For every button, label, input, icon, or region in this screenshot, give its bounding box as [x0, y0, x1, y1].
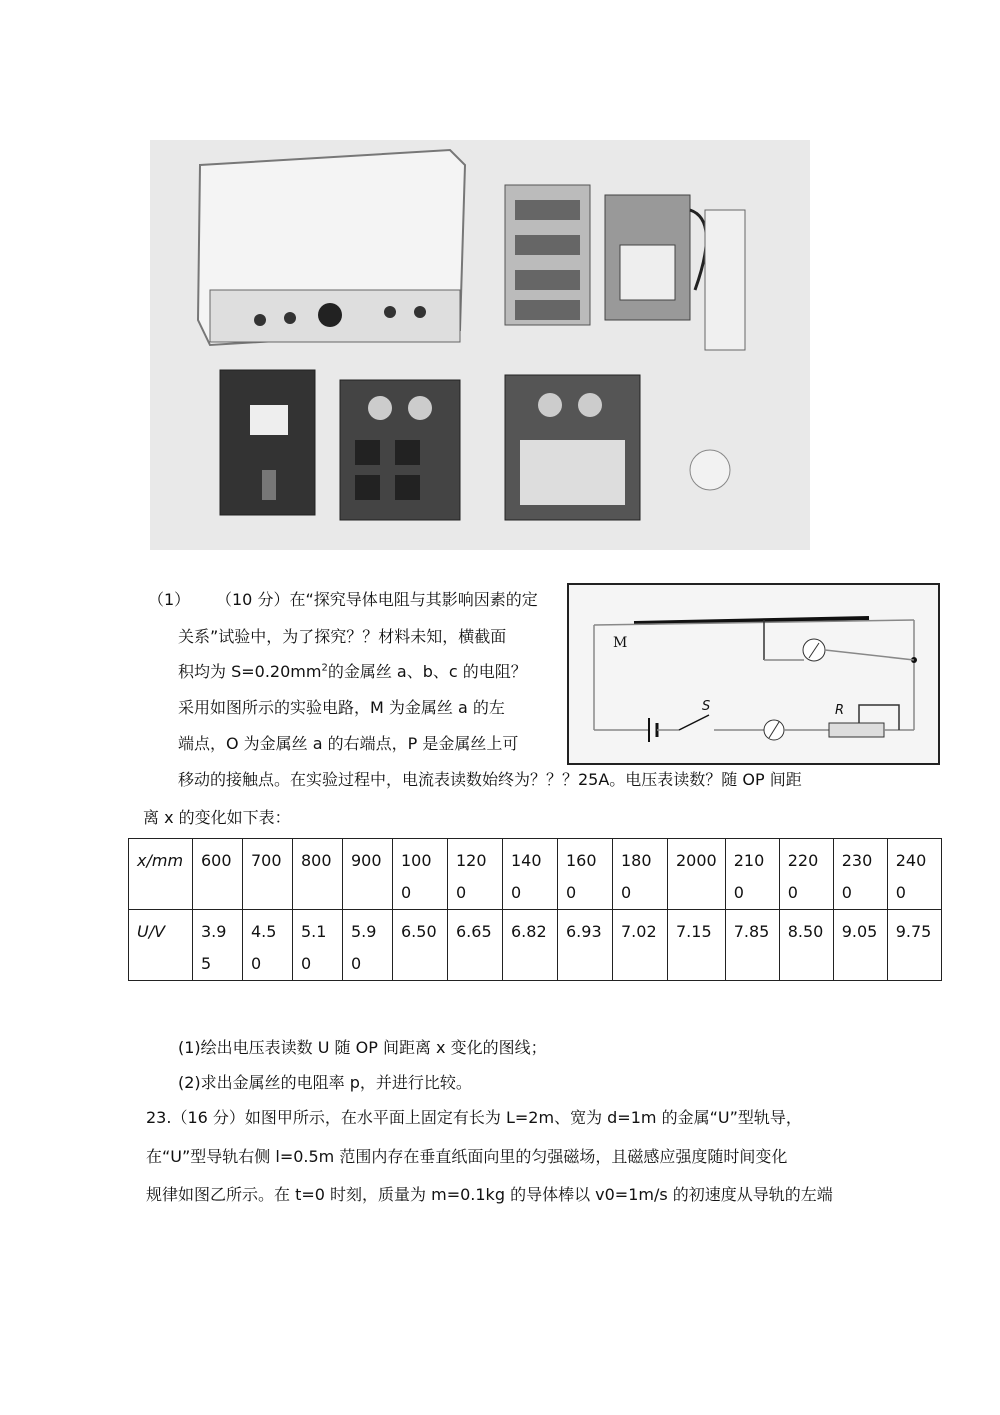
- table-cell: 6.82: [503, 910, 558, 981]
- table-cell: 600: [193, 839, 243, 910]
- table-cell: 9.05: [833, 910, 887, 981]
- label-m: M: [613, 635, 628, 651]
- table-cell: 7.85: [725, 910, 779, 981]
- table-cell: 3.95: [193, 910, 243, 981]
- problem-23-line-2: 在“U”型导轨右侧 l=0.5m 范围内存在垂直纸面向里的匀强磁场，且磁感应强度随时间变化: [146, 1147, 788, 1166]
- table-cell: 9.75: [887, 910, 941, 981]
- label-r: R: [835, 703, 845, 718]
- problem-number: （1）: [148, 590, 191, 609]
- intro-line-1: （10 分）在“探究导体电阻与其影响因素的定: [216, 590, 538, 609]
- table-cell: 4.50: [243, 910, 293, 981]
- table-cell: 1400: [503, 839, 558, 910]
- table-cell: 6.50: [393, 910, 448, 981]
- table-cell: 2200: [779, 839, 833, 910]
- table-cell: 2000: [668, 839, 726, 910]
- question-1: (1)绘出电压表读数 U 随 OP 间距离 x 变化的图线；: [178, 1038, 547, 1057]
- table-cell: 2400: [887, 839, 941, 910]
- problem-23-line-3: 规律如图乙所示。在 t=0 时刻，质量为 m=0.1kg 的导体棒以 v0=1m/s 的初速度从导轨的左端: [146, 1185, 833, 1204]
- table-cell: 7.02: [613, 910, 668, 981]
- table-cell: 7.15: [668, 910, 726, 981]
- table-cell: 1600: [558, 839, 613, 910]
- table-row-x: [129, 839, 942, 910]
- table-cell: 900: [343, 839, 393, 910]
- table-row-u: [129, 910, 942, 981]
- table-cell: 6.65: [448, 910, 503, 981]
- intro-line-5: 端点，O 为金属丝 a 的右端点，P 是金属丝上可: [178, 734, 519, 753]
- table-cell: 1000: [393, 839, 448, 910]
- circuit-diagram: [567, 583, 940, 765]
- table-cell: 1200: [448, 839, 503, 910]
- intro-line-7: 离 x 的变化如下表：: [143, 808, 291, 827]
- table-cell: 2300: [833, 839, 887, 910]
- intro-line-6: 移动的接触点。在实验过程中，电流表读数始终为？？？25A。电压表读数？随 OP 间距: [178, 770, 802, 789]
- label-s: S: [702, 699, 711, 714]
- table-cell: 5.10: [293, 910, 343, 981]
- intro-line-3: 积均为 $S=0.20mm^2$的金属丝 a、b、c 的电阻？: [178, 662, 527, 681]
- table-cell: 700: [243, 839, 293, 910]
- question-2: (2)求出金属丝的电阻率 p，并进行比较。: [178, 1073, 472, 1092]
- table-cell: 6.93: [558, 910, 613, 981]
- data-table: [128, 838, 942, 981]
- table-cell: 2100: [725, 839, 779, 910]
- apparatus-photo: [150, 140, 810, 550]
- table-cell: 1800: [613, 839, 668, 910]
- table-header-x: x/mm: [129, 839, 193, 910]
- table-cell: 5.90: [343, 910, 393, 981]
- table-header-u: U/V: [129, 910, 193, 981]
- problem-23-line-1: 23.（16 分）如图甲所示，在水平面上固定有长为 L=2m、宽为 d=1m 的金属“U”型轨导，: [146, 1108, 802, 1127]
- table-cell: 8.50: [779, 910, 833, 981]
- intro-line-4: 采用如图所示的实验电路，M 为金属丝 a 的左: [178, 698, 505, 717]
- intro-line-2: 关系”试验中，为了探究？？材料未知，横截面: [178, 627, 507, 646]
- table-cell: 800: [293, 839, 343, 910]
